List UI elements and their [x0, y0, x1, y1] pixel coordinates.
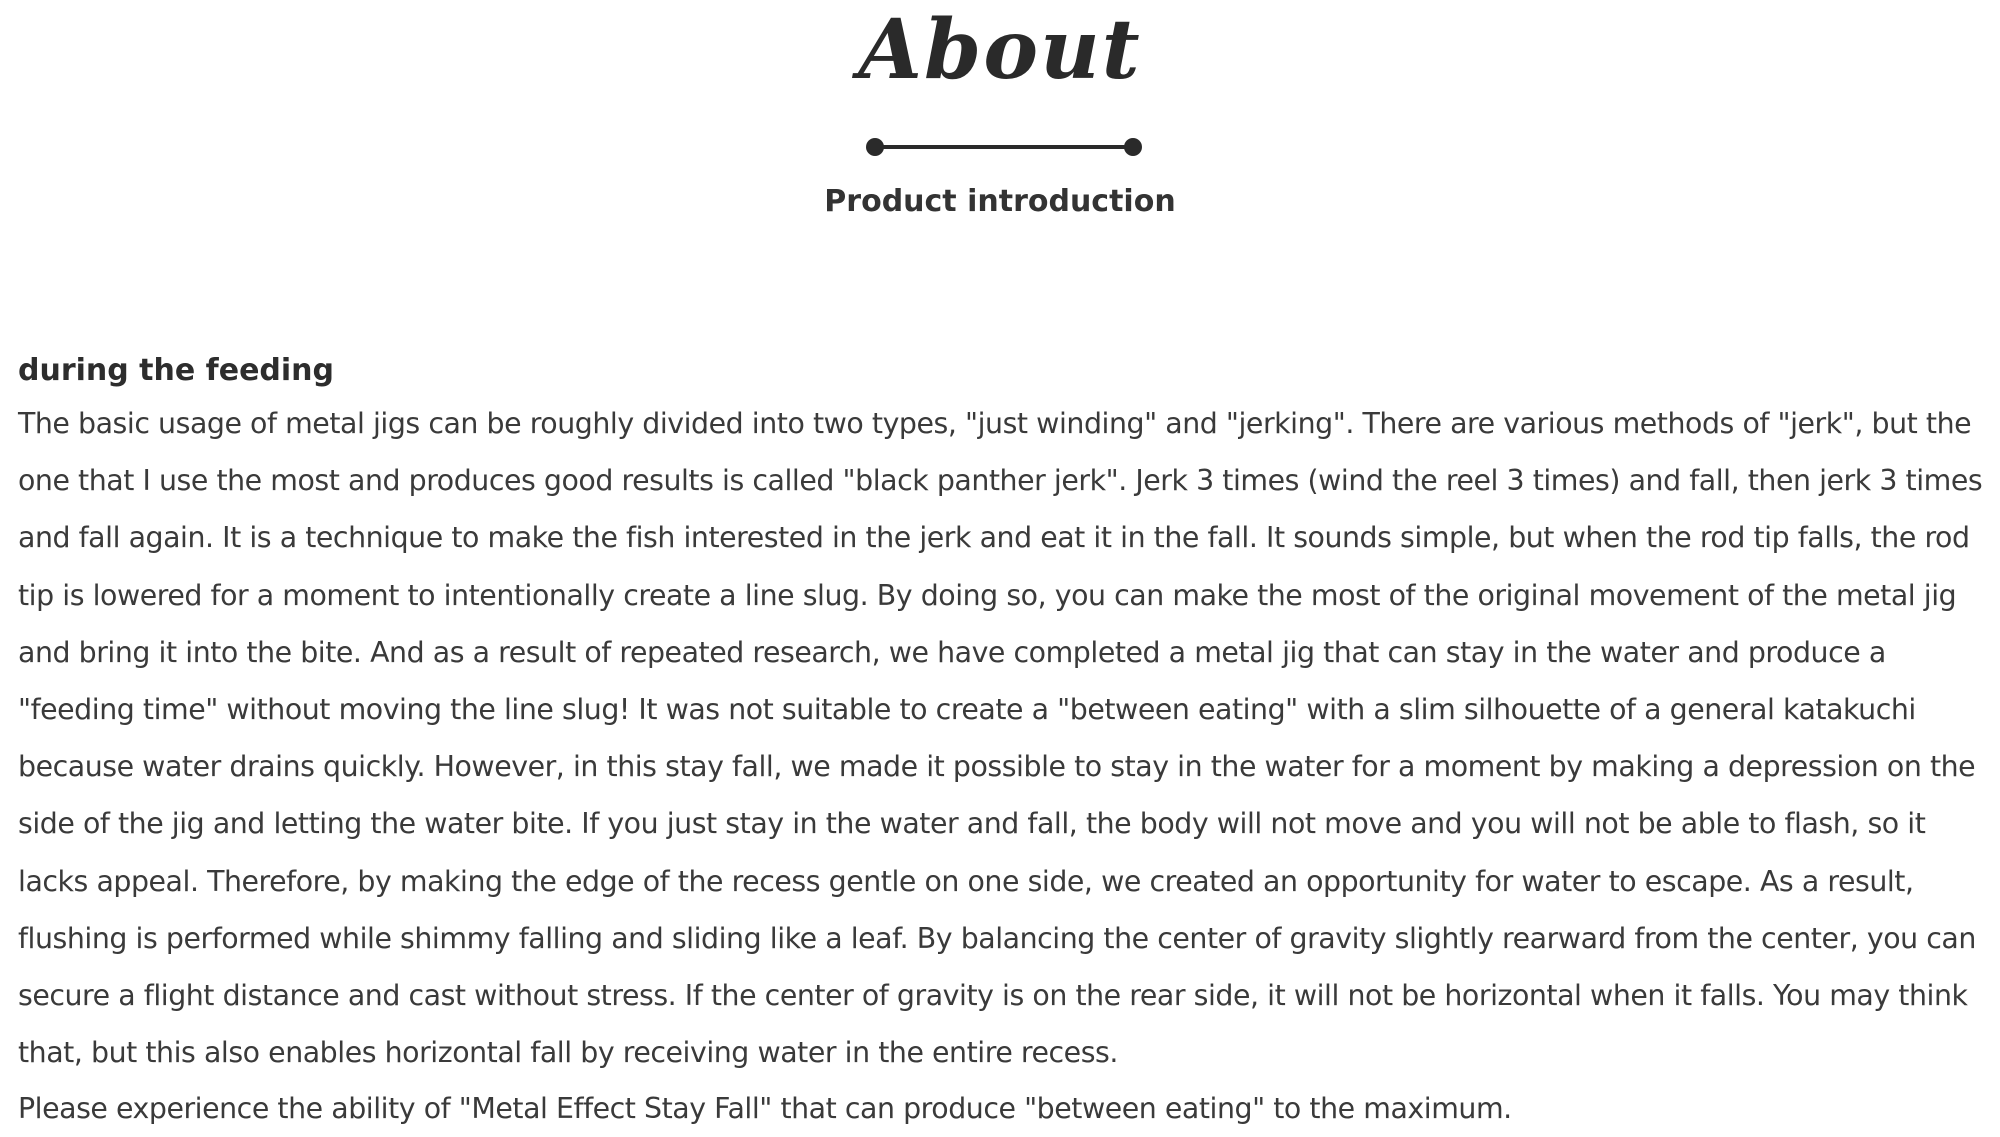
- divider-dot-left: [866, 138, 884, 156]
- page-header: [0, 0, 2000, 240]
- divider-line: [874, 145, 1134, 149]
- title-divider: [866, 137, 1142, 157]
- section-closing: Please experience the ability of "Metal Effect Stay Fall" that can produce "between eating" to the maximum.: [18, 1092, 1512, 1126]
- page-title: About: [858, 2, 1142, 98]
- product-description: [18, 347, 1993, 1137]
- section-body: The basic usage of metal jigs can be roughly divided into two types, "just winding" and "jerking". There are various methods of "jerk", but the one that I use the most and produces good results is called "black panther jerk". Jerk 3 times (wind the reel 3 times) and fall, then jerk 3 times and fall again. It is a technique to make the fish interested in the jerk and eat it in the fall. It sounds simple, but when the rod tip falls, the rod tip is lowered for a moment to intentionally create a line slug. By doing so, you can make the most of the original movement of the metal jig and bring it into the bite. And as a result of repeated research, we have completed a metal jig that can stay in the water and produce a "feeding time" without moving the line slug! It was not suitable to create a "between eating" with a slim silhouette of a general katakuchi because water drains quickly. However, in this stay fall, we made it possible to stay in the water for a moment by making a depression on the side of the jig and letting the water bite. If you just stay in the water and fall, the body will not move and you will not be able to flash, so it lacks appeal. Therefore, by making the edge of the recess gentle on one side, we created an opportunity for water to escape. As a result, flushing is performed while shimmy falling and sliding like a leaf. By balancing the center of gravity slightly rearward from the center, you can secure a flight distance and cast without stress. If the center of gravity is on the rear side, it will not be horizontal when it falls. You may think that, but this also enables horizontal fall by receiving water in the entire recess.: [18, 407, 1983, 1070]
- page-subtitle: Product introduction: [824, 184, 1176, 219]
- section-heading: during the feeding: [18, 353, 335, 388]
- divider-dot-right: [1124, 138, 1142, 156]
